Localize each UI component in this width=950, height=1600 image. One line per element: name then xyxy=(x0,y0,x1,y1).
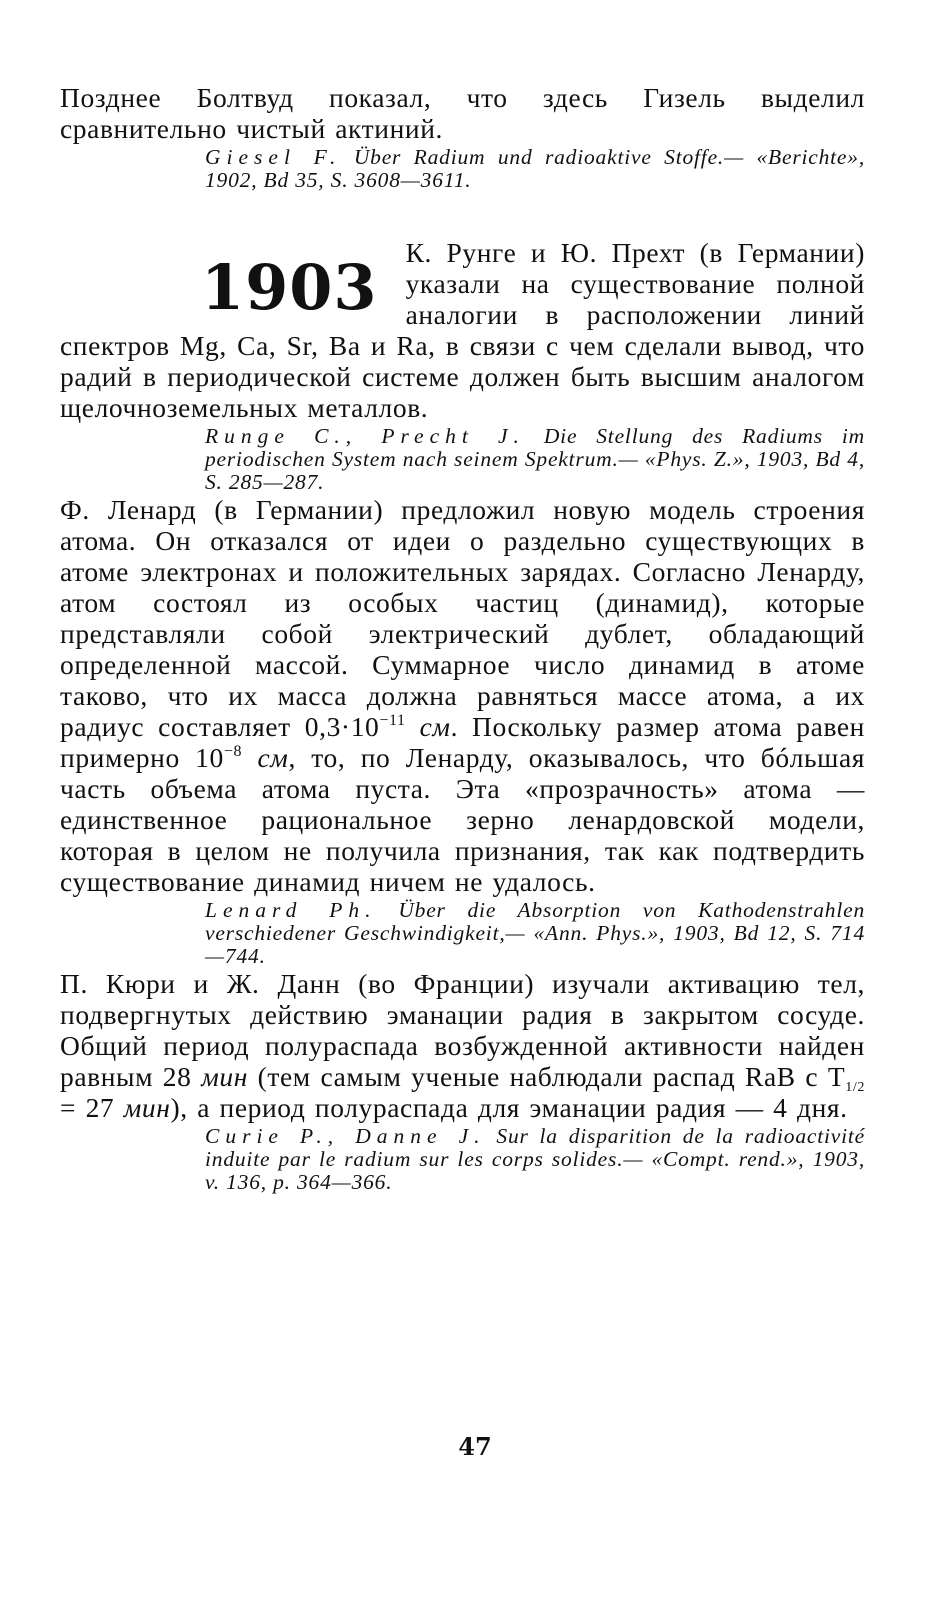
text-segment: (тем самым ученые наблюдали распад RaB с T xyxy=(247,1061,846,1092)
text-segment: ), а период полураспада для эманации радия — 4 дня. xyxy=(170,1092,848,1123)
paragraph-lenard xyxy=(60,494,865,897)
year-heading: 1903 xyxy=(201,251,378,324)
year-section-1903 xyxy=(60,237,865,423)
page-content xyxy=(60,82,865,1194)
reference-lenard xyxy=(205,899,865,968)
reference-author: Curie P., Danne J. xyxy=(205,1124,486,1148)
page-number: 47 xyxy=(458,1432,492,1461)
text-segment: = 27 xyxy=(60,1092,124,1123)
text-segment: , то, по Ленарду, оказывалось, что бóльшая часть объема атома пуста. Эта «прозрачность» атома — единственное рациональное зерно ленардовской модели, которая в целом не получила признания, так как подтвердить существование динамид ничем не удалось. xyxy=(60,742,866,897)
subscript: 1/2 xyxy=(845,1080,865,1095)
paragraph-runge: К. Рунге и Ю. Прехт (в Германии) указали на существование полной аналогии в расположении линий спектров Mg, Ca, Sr, Ba и Ra, в связи с чем сделали вывод, что радий в периодической системе должен быть высшим аналогом щелочноземельных металлов. xyxy=(60,237,865,423)
reference-author: Giesel F. xyxy=(205,145,342,169)
reference-curie xyxy=(205,1125,865,1194)
paragraph-giesel: Позднее Болтвуд показал, что здесь Гизель выделил сравнительно чистый актиний. xyxy=(60,82,865,144)
text-segment: П. Кюри и Ж. Данн (во Франции) изучали активацию тел, подвергнутых действию эманации радия в закрытом сосуде. Общий период полураспада возбужденной активности найден равным 28 xyxy=(60,968,865,1092)
reference-text: Die Stellung des Radiums im periodischen System nach seinem Spektrum.— «Phys. Z.», 1903, Bd 4, S. 285—287. xyxy=(205,424,865,494)
reference-giesel xyxy=(205,146,865,192)
exponent: −11 xyxy=(379,712,406,729)
reference-author: Lenard Ph. xyxy=(205,898,377,922)
reference-author: Runge C., Precht J. xyxy=(205,424,525,448)
unit: мин xyxy=(201,1061,248,1092)
unit: мин xyxy=(123,1092,171,1123)
exponent: −8 xyxy=(223,743,243,760)
reference-text: Über die Absorption von Kathodenstrahlen verschiedener Geschwindigkeit,— «Ann. Phys.», 1903, Bd 12, S. 714—744. xyxy=(205,898,865,968)
reference-text: Sur la disparition de la radioactivité induite par le radium sur les corps solides.— «Compt. rend.», 1903, v. 136, p. 364—366. xyxy=(205,1124,865,1194)
reference-runge xyxy=(205,425,865,494)
unit: см xyxy=(242,742,289,773)
text-segment: Ф. Ленард (в Германии) предложил новую модель строения атома. Он отказался от идеи о раздельно существующих в атоме электронах и положительных зарядах. Согласно Ленарду, атом состоял из особых частиц (динамид), которые представляли собой электрический дублет, обладающий определенной массой. Суммарное число динамид в атоме таково, что их масса должна равняться массе атома, а их радиус составляет 0,3·10 xyxy=(60,494,865,742)
reference-text: Über Radium und radioaktive Stoffe.— «Berichte», 1902, Bd 35, S. 3608—3611. xyxy=(205,145,865,192)
unit: см xyxy=(405,711,451,742)
paragraph-curie xyxy=(60,968,865,1123)
text-segment: . Поскольку размер атома равен примерно 10 xyxy=(60,711,865,773)
